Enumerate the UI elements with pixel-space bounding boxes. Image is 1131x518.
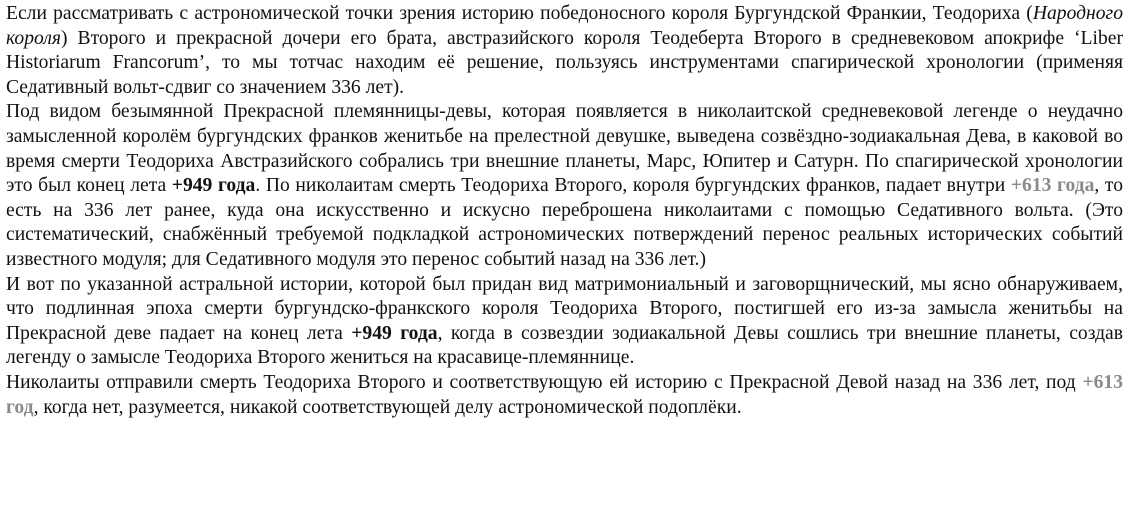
text-run: Николаиты отправили смерть Теодориха Второго и соответствующую ей историю с Прекрасной Девой назад на 336 лет, под [6,371,1083,393]
text-run: Под видом безымянной Прекрасной племянницы-девы, которая появляется в николаитской средневековой легенде о неудачно замысленной королём бургундских франков женитьбе на прелестной девушке, выведена созвёздно-зодиакальная Дева, в каковой во время смерти Теодориха Австразийского собрались три внешние планеты, Марс, Юпитер и Сатурн. По спагирической хронологии это был конец лета [6,101,1123,197]
bold-year: +949 года [351,322,438,344]
text-run: , когда нет, разумеется, никакой соответствующей делу астрономической подоплёки. [33,396,742,418]
text-run: И вот по указанной астральной истории, которой был придан вид матримониальный и заговорщнический, мы ясно обнаруживаем, что подлинная эпоха смерти бургундско-франкского короля Теодориха Второго, постигшей его из-за замысла женитьбы на Прекрасной деве падает на конец лета [6,273,1123,344]
paragraph-2 [6,100,1123,272]
text-run: ) Второго и прекрасной дочери его брата, австразийского короля Теодеберта Второго в средневековом апокрифе ‘Liber Historiarum Francorum’, то мы тотчас находим её решение, пользуясь инструментами спагирической хронологии (применяя Седативный вольт-сдвиг со значением 336 лет). [6,27,1123,98]
bold-year: +949 года [171,175,256,197]
gray-year: +613 года [1010,175,1095,197]
italic-text-run: Народного короля [6,3,1123,49]
text-run: , когда в созвездии зодиакальной Девы сошлись три внешние планеты, создав легенду о замысле Теодориха Второго жениться на красавице-племяннице. [6,322,1123,369]
gray-year: +613 год [6,371,1123,418]
paragraph-4 [6,371,1123,420]
paragraph-3 [6,273,1123,371]
text-run: Если рассматривать с астрономической точки зрения историю победоносного короля Бургундской Франкии, Теодориха ( [6,3,1033,24]
paragraph-1 [6,2,1123,100]
text-run: . По николаитам смерть Теодориха Второго, короля бургундских франков, падает внутри [255,175,1011,197]
text-run: , то есть на 336 лет ранее, куда она искусственно и искусно переброшена николаитами с помощью Седативного вольта. (Это систематический, снабжённый требуемой подкладкой астрономических потверждений перенос реальных исторических событий известного модуля; для Седативного модуля это перенос событий назад на 336 лет.) [6,175,1123,270]
